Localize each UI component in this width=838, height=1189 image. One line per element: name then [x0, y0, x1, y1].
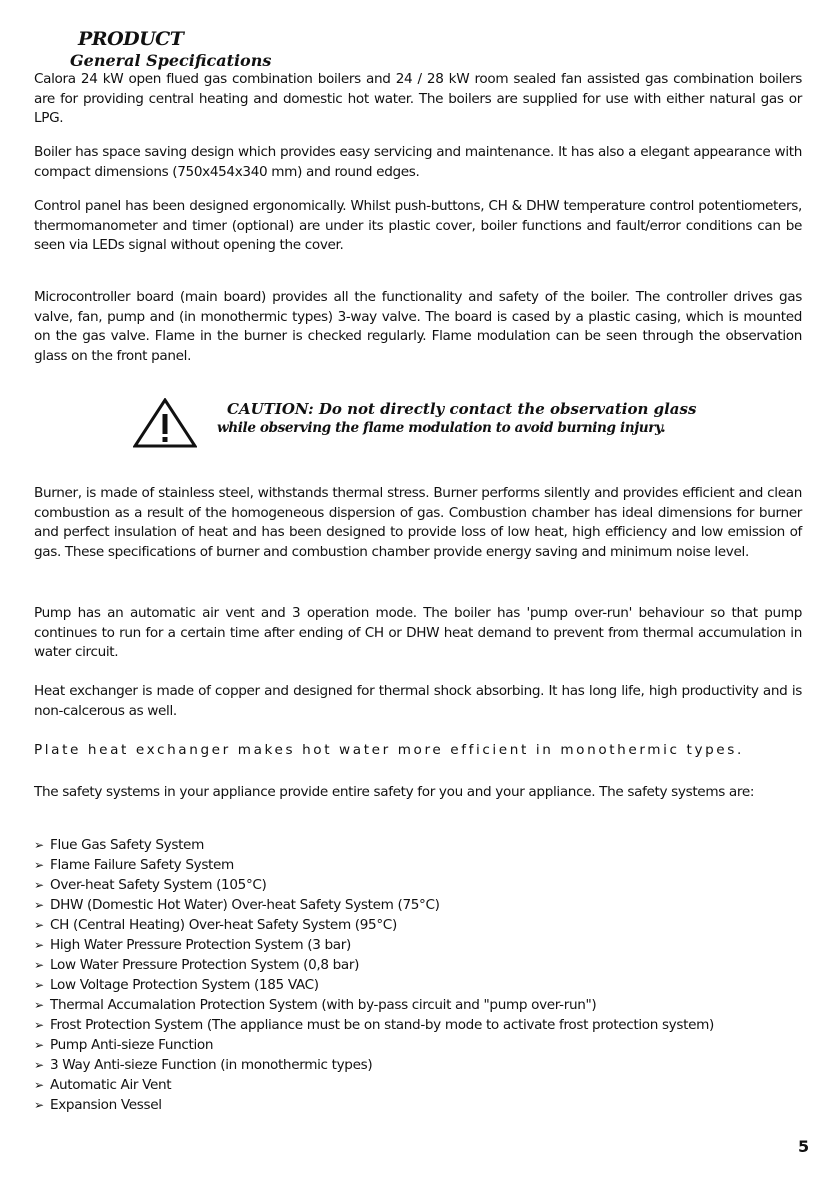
list-item: ➢ Expansion Vessel	[34, 1097, 162, 1113]
list-item: ➢ High Water Pressure Protection System (3 bar)	[34, 937, 351, 953]
list-item: ➢ Flame Failure Safety System	[34, 857, 234, 873]
bullet-arrow-icon: ➢	[34, 1078, 44, 1092]
bullet-arrow-icon: ➢	[34, 878, 44, 892]
bullet-arrow-icon: ➢	[34, 858, 44, 872]
paragraph-design: Boiler has space saving design which provides easy servicing and maintenance. It has also a elegant appearance with compact dimensions (750x454x340 mm) and round edges.	[34, 144, 802, 180]
caution-title: CAUTION: Do not directly contact the observation glass	[227, 400, 697, 418]
warning-triangle-icon	[133, 398, 197, 448]
section-subheading: General Specifications	[70, 51, 272, 70]
caution-text: while observing the flame modulation to avoid burning injury.	[217, 420, 666, 436]
list-item: ➢ Thermal Accumalation Protection System (with by-pass circuit and "pump over-run")	[34, 997, 597, 1013]
list-item: ➢ Automatic Air Vent	[34, 1077, 172, 1093]
list-item: ➢ DHW (Domestic Hot Water) Over-heat Safety System (75°C)	[34, 897, 440, 913]
section-heading: PRODUCT	[78, 28, 184, 50]
bullet-arrow-icon: ➢	[34, 838, 44, 852]
paragraph-burner: Burner, is made of stainless steel, withstands thermal stress. Burner performs silently and provides efficient and clean combustion as a result of the homogeneous dispersion of gas. Combustion chamber has ideal dimensions for burner and perfect insulation of heat and has been designed to provide loss of low heat, high efficiency and low emission of gas. These specifications of burner and combustion chamber provide energy saving and minimum noise level.	[34, 485, 802, 560]
bullet-arrow-icon: ➢	[34, 1058, 44, 1072]
bullet-arrow-icon: ➢	[34, 958, 44, 972]
list-item: ➢ CH (Central Heating) Over-heat Safety System (95°C)	[34, 917, 397, 933]
page-number: 5	[798, 1137, 810, 1156]
bullet-arrow-icon: ➢	[34, 938, 44, 952]
paragraph-safety-intro: The safety systems in your appliance provide entire safety for you and your appliance. The safety systems are:	[34, 784, 755, 800]
paragraph-control-panel: Control panel has been designed ergonomically. Whilst push-buttons, CH & DHW temperature control potentiometers, thermomanometer and timer (optional) are under its plastic cover, boiler functions and fault/error conditions can be seen via LEDs signal without opening the cover.	[34, 198, 802, 253]
bullet-arrow-icon: ➢	[34, 1098, 44, 1112]
list-item: ➢ Over-heat Safety System (105°C)	[34, 877, 267, 893]
list-item: ➢ Pump Anti-sieze Function	[34, 1037, 214, 1053]
bullet-arrow-icon: ➢	[34, 898, 44, 912]
paragraph-plate-heat-exchanger: Plate heat exchanger makes hot water more efficient in monothermic types.	[34, 742, 744, 758]
list-item: ➢ Frost Protection System (The appliance must be on stand-by mode to activate frost protection system)	[34, 1017, 714, 1033]
bullet-arrow-icon: ➢	[34, 918, 44, 932]
caution-box	[133, 398, 733, 448]
bullet-arrow-icon: ➢	[34, 1018, 44, 1032]
paragraph-pump: Pump has an automatic air vent and 3 operation mode. The boiler has 'pump over-run' behaviour so that pump continues to run for a certain time after ending of CH or DHW heat demand to prevent from thermal accumulation in water circuit.	[34, 605, 802, 660]
list-item: ➢ 3 Way Anti-sieze Function (in monothermic types)	[34, 1057, 373, 1073]
bullet-arrow-icon: ➢	[34, 1038, 44, 1052]
bullet-arrow-icon: ➢	[34, 978, 44, 992]
paragraph-heat-exchanger: Heat exchanger is made of copper and designed for thermal shock absorbing. It has long life, high productivity and is non-calcerous as well.	[34, 683, 802, 719]
paragraph-microcontroller: Microcontroller board (main board) provides all the functionality and safety of the boiler. The controller drives gas valve, fan, pump and (in monothermic types) 3-way valve. The board is cased by a plastic casing, which is mounted on the gas valve. Flame in the burner is checked regularly. Flame modulation can be seen through the observation glass on the front panel.	[34, 289, 802, 364]
safety-systems-list	[34, 835, 794, 1115]
list-item: ➢ Low Water Pressure Protection System (0,8 bar)	[34, 957, 360, 973]
bullet-arrow-icon: ➢	[34, 998, 44, 1012]
list-item: ➢ Flue Gas Safety System	[34, 837, 204, 853]
list-item: ➢ Low Voltage Protection System (185 VAC)	[34, 977, 319, 993]
paragraph-intro: Calora 24 kW open flued gas combination boilers and 24 / 28 kW room sealed fan assisted gas combination boilers are for providing central heating and domestic hot water. The boilers are supplied for use with either natural gas or LPG.	[34, 71, 802, 126]
